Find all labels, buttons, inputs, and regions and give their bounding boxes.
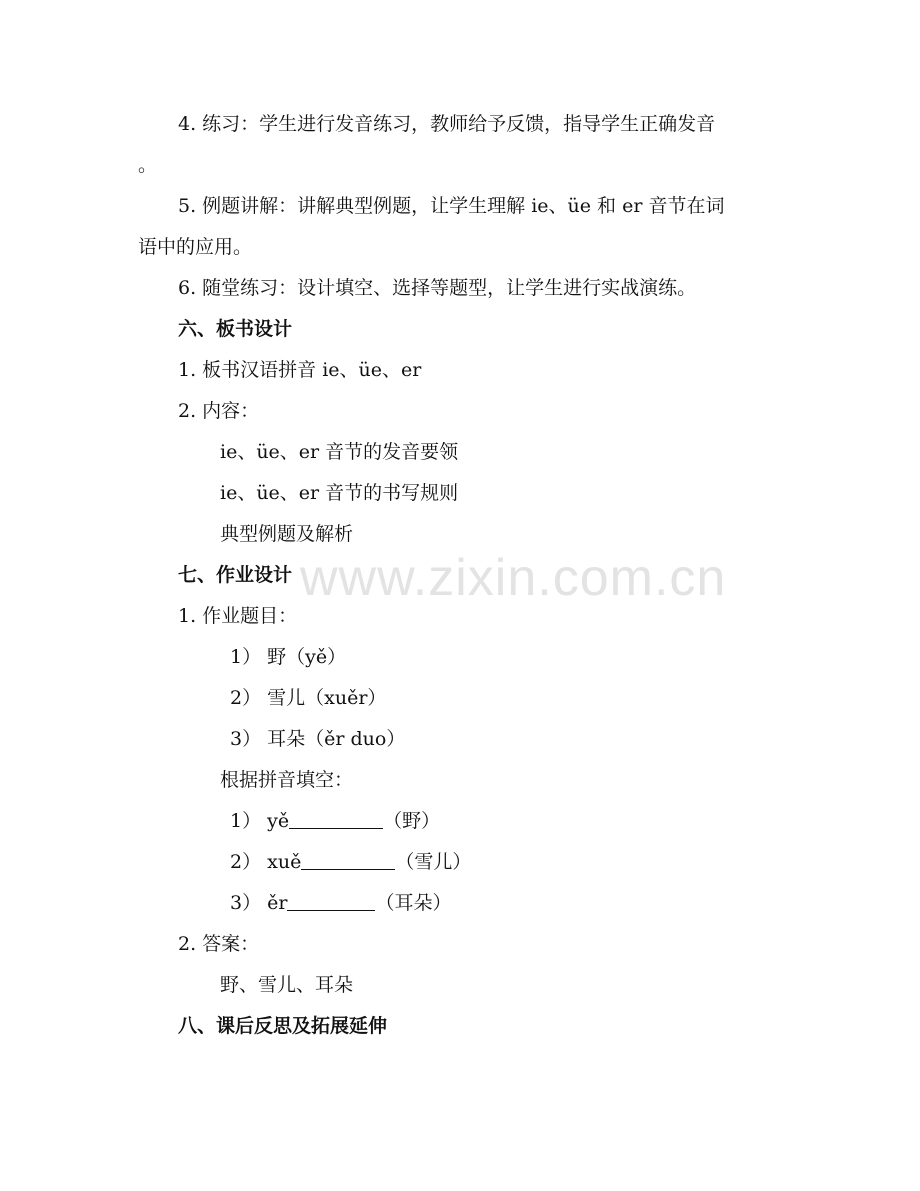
- watermark: www.zixin.com.cn: [300, 549, 727, 607]
- homework-word-1: 1） 野（yě）: [230, 646, 347, 668]
- fill-blank-2: [301, 851, 395, 870]
- answer-text: 野、雪儿、耳朵: [220, 974, 354, 996]
- item-practice-cont: 。: [138, 154, 158, 176]
- fill-item-2: [230, 850, 471, 874]
- fill-blank-1: [289, 810, 383, 829]
- fill-item-1: [230, 809, 440, 833]
- section-heading-homework: 七、作业设计: [178, 564, 293, 586]
- homework-word-3: 3） 耳朵（ěr duo）: [230, 728, 406, 750]
- section-heading-board: 六、板书设计: [178, 318, 293, 340]
- fill-item-3-pinyin: 3） ěr: [230, 892, 288, 914]
- board-item-2: 2. 内容：: [178, 400, 260, 422]
- item-example-cont: 语中的应用。: [138, 236, 253, 258]
- fill-item-3-word: （耳朵）: [375, 892, 452, 914]
- item-example: 5. 例题讲解：讲解典型例题，让学生理解 ie、üe 和 er 音节在词: [178, 195, 725, 217]
- homework-item-1: 1. 作业题目：: [178, 605, 298, 627]
- board-content-1: ie、üe、er 音节的发音要领: [220, 441, 459, 463]
- board-content-2: ie、üe、er 音节的书写规则: [220, 482, 459, 504]
- fill-item-1-word: （野）: [383, 810, 441, 832]
- answer-label: 2. 答案：: [178, 933, 260, 955]
- homework-word-2: 2） 雪儿（xuěr）: [230, 687, 387, 709]
- item-practice: 4. 练习：学生进行发音练习，教师给予反馈，指导学生正确发音: [178, 113, 716, 135]
- fill-item-2-word: （雪儿）: [395, 851, 472, 873]
- fill-instruction: 根据拼音填空：: [220, 769, 354, 791]
- board-item-1: 1. 板书汉语拼音 ie、üe、er: [178, 359, 422, 381]
- fill-item-1-pinyin: 1） yě: [230, 810, 290, 832]
- fill-item-3: [230, 891, 451, 915]
- section-heading-reflection: 八、课后反思及拓展延伸: [178, 1015, 388, 1037]
- board-content-3: 典型例题及解析: [220, 523, 354, 545]
- item-class-practice: 6. 随堂练习：设计填空、选择等题型，让学生进行实战演练。: [178, 277, 697, 299]
- fill-item-2-pinyin: 2） xuě: [230, 851, 302, 873]
- fill-blank-3: [287, 892, 375, 911]
